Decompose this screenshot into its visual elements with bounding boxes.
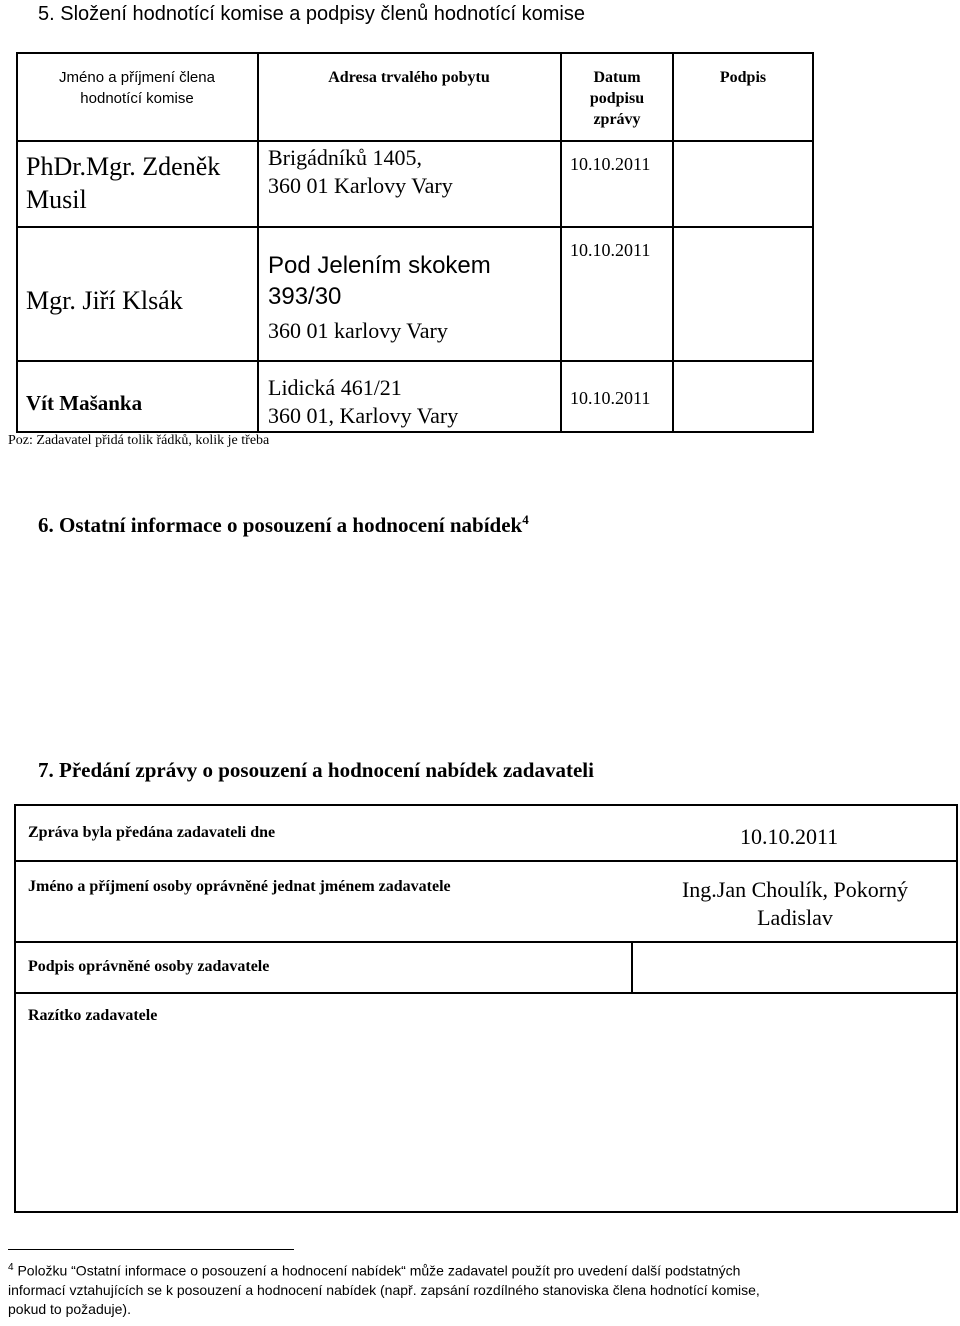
member-address-3: Lidická 461/21 360 01, Karlovy Vary [268, 375, 459, 428]
header-signature: Podpis [719, 69, 767, 86]
table-note: Poz: Zadavatel přidá tolik řádků, kolik je třeba [8, 433, 270, 448]
member-name-2: Mgr. Jiří Klsák [26, 286, 183, 315]
footnote-separator [8, 1249, 294, 1250]
person-label: Jméno a příjmení osoby oprávněné jednat jménem zadavatele [28, 878, 451, 895]
member-date-3: 10.10.2011 [570, 388, 651, 408]
member-address-1: Brigádníků 1405, 360 01 Karlovy Vary [268, 145, 453, 198]
signature-label: Podpis oprávněné osoby zadavatele [28, 958, 270, 975]
header-name: Jméno a příjmení člena hodnotící komise [59, 69, 215, 107]
stamp-label: Razítko zadavatele [28, 1007, 158, 1024]
section5-heading: 5. Složení hodnotící komise a podpisy členů hodnotící komise [38, 3, 585, 25]
footnote-ref: 4 [522, 512, 529, 527]
handed-label: Zpráva byla předána zadavateli dne [28, 824, 276, 841]
section6-heading: 6. Ostatní informace o posouzení a hodnocení nabídek$^4$ [38, 512, 529, 537]
member-name-3: Vít Mašanka [26, 391, 143, 415]
member-date-2: 10.10.2011 [570, 240, 651, 260]
person-value: Ing.Jan Choulík, Pokorný Ladislav [681, 877, 909, 930]
member-address-2: Pod Jelením skokem 393/30 360 01 karlovy Vary [268, 252, 491, 343]
section7-heading: 7. Předání zprávy o posouzení a hodnocení nabídek zadavateli [38, 758, 594, 782]
header-address: Adresa trvalého pobytu [328, 69, 490, 86]
header-date: Datum podpisu zprávy [589, 69, 645, 128]
member-date-1: 10.10.2011 [570, 154, 651, 174]
footnote: $^4$ Položku “Ostatní informace o posouzení a hodnocení nabídek“ může zadavatel použít pro uvedení další podstatných informací vztahujících se k posouzení a hodnocení nabídek (např. zapsání rozdílného stanoviska člena hodnotící komise, pokud to požaduje). [8, 1262, 760, 1317]
member-name-1: PhDr.Mgr. Zdeněk Musil [26, 152, 221, 214]
handed-value: 10.10.2011 [740, 824, 839, 849]
